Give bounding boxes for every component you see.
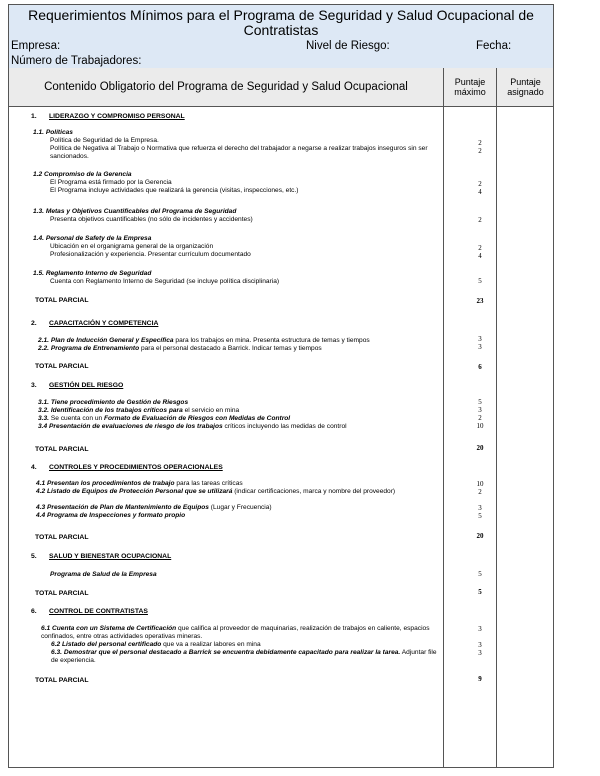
item-line: 3.2. Identificación de los trabajos críticos para el servicio en mina (38, 407, 240, 414)
item-title: 1.2 Compromiso de la Gerencia (33, 171, 132, 178)
section-title: GESTIÓN DEL RIESGO (49, 382, 124, 389)
item-line: 2.2. Programa de Entrenamiento para el personal destacado a Barrick. Indicar temas y tiempos (38, 345, 322, 352)
score-max: 4 (478, 188, 482, 196)
empresa-label: Empresa: (11, 40, 61, 52)
item-line: El Programa está firmado por la Gerencia (50, 179, 172, 186)
form-title: Requerimientos Mínimos para el Programa de Seguridad y Salud Ocupacional de Contratistas (28, 7, 534, 38)
item-line: 4.2 Listado de Equipos de Protección Personal que se utilizará (indicar certificaciones, marca y nombre del proveedor) (36, 488, 396, 495)
item-line: 6.3. Demostrar que el personal destacado a Barrick se encuentra debidamente capacitado para realizar la tarea. Adjuntar file de experiencia. (51, 649, 437, 664)
item-line: 6.1 Cuenta con un Sistema de Certificación que califica al proveedor de maquinarias, realización de trabajos en caliente, espacios confinados, entre otras actividades operativas mineras. (41, 625, 430, 640)
column-header-row (9, 68, 553, 107)
total-parcial-score: 20 (476, 444, 484, 452)
score-max: 3 (478, 625, 482, 633)
item-title: 1.3. Metas y Objetivos Cuantificables del Programa de Seguridad (33, 208, 237, 215)
item-line: Presenta objetivos cuantificables (no sólo de incidentes y accidentes) (50, 216, 253, 223)
total-parcial-score: 20 (476, 532, 484, 540)
section-number: 3. (31, 382, 37, 389)
score-max: 2 (478, 147, 482, 155)
nivel-riesgo-label: Nivel de Riesgo: (306, 40, 390, 52)
total-parcial-label: TOTAL PARCIAL (35, 677, 89, 684)
section-number: 2. (31, 320, 37, 327)
item-line: Programa de Salud de la Empresa (50, 571, 157, 578)
item-line: 3.3. Se cuenta con un Formato de Evaluación de Riesgos con Medidas de Control (38, 415, 291, 422)
score-max: 3 (478, 504, 482, 512)
total-parcial-score: 9 (478, 675, 482, 683)
section-title: LIDERAZGO Y COMPROMISO PERSONAL (49, 113, 185, 120)
item-line: 3.4 Presentación de evaluaciones de riesgo de los trabajos críticos incluyendo las medidas de control (38, 423, 347, 430)
score-max: 5 (478, 398, 482, 406)
total-parcial-label: TOTAL PARCIAL (35, 534, 89, 541)
score-max: 3 (478, 406, 482, 414)
form-page (8, 4, 554, 768)
score-max: 2 (478, 216, 482, 224)
col-puntaje-asignado: Puntaje asignado (496, 68, 554, 106)
score-max: 2 (478, 139, 482, 147)
col-contenido: Contenido Obligatorio del Programa de Seguridad y Salud Ocupacional (44, 81, 408, 93)
item-line: 4.1 Presentan los procedimientos de trabajo para las tareas críticas (36, 480, 243, 487)
score-max: 3 (478, 641, 482, 649)
item-line: Profesionalización y experiencia. Presentar currículum documentado (50, 251, 251, 258)
section-number: 1. (31, 113, 37, 120)
total-parcial-score: 23 (476, 297, 484, 305)
item-line: El Programa incluye actividades que realizará la gerencia (visitas, inspecciones, etc.) (50, 187, 299, 194)
score-max: 10 (476, 480, 484, 488)
col-puntaje-maximo: Puntaje máximo (443, 68, 496, 106)
section-number: 6. (31, 608, 37, 615)
score-max: 5 (478, 512, 482, 520)
total-parcial-score: 6 (478, 363, 482, 371)
item-line: Cuenta con Reglamento Interno de Seguridad (se incluye política disciplinaria) (50, 278, 280, 285)
item-line: 4.3 Presentación de Plan de Mantenimiento de Equipos (Lugar y Frecuencia) (36, 504, 272, 511)
column-divider (496, 107, 497, 767)
score-max: 5 (478, 277, 482, 285)
total-parcial-label: TOTAL PARCIAL (35, 363, 89, 370)
score-max: 3 (478, 335, 482, 343)
item-line: Ubicación en el organigrama general de la organización (50, 243, 214, 250)
total-parcial-score: 5 (478, 588, 482, 596)
score-max: 2 (478, 180, 482, 188)
score-max: 2 (478, 414, 482, 422)
trabajadores-label: Número de Trabajadores: (11, 55, 142, 67)
item-line: 2.1. Plan de Inducción General y Específica para los trabajos en mina. Presenta estructura de temas y tiempos (38, 337, 370, 344)
section-title: CONTROLES Y PROCEDIMIENTOS OPERACIONALES (49, 464, 223, 471)
total-parcial-label: TOTAL PARCIAL (35, 297, 89, 304)
item-line: Política de Negativa al Trabajo o Normativa que refuerza el derecho del trabajador a negarse a realizar trabajos inseguros sin ser sancionados. (50, 145, 428, 160)
score-max: 2 (478, 488, 482, 496)
fecha-label: Fecha: (476, 40, 512, 52)
item-title: 1.5. Reglamento Interno de Seguridad (33, 270, 152, 277)
section-number: 5. (31, 553, 37, 560)
score-max: 10 (476, 422, 484, 430)
item-line: 3.1. Tiene procedimiento de Gestión de Riesgos (38, 399, 189, 406)
score-max: 2 (478, 244, 482, 252)
column-divider (443, 107, 444, 767)
score-max: 3 (478, 343, 482, 351)
score-max: 3 (478, 649, 482, 657)
score-max: 4 (478, 252, 482, 260)
form-header (9, 5, 553, 69)
total-parcial-label: TOTAL PARCIAL (35, 446, 89, 453)
item-line: 6.2 Listado del personal certificado que va a realizar labores en mina (51, 641, 261, 648)
section-title: SALUD Y BIENESTAR OCUPACIONAL (49, 553, 172, 560)
item-line: Política de Seguridad de la Empresa. (50, 137, 159, 144)
total-parcial-label: TOTAL PARCIAL (35, 590, 89, 597)
item-title: 1.1. Políticas (33, 129, 73, 136)
item-title: 1.4. Personal de Safety de la Empresa (33, 235, 152, 242)
item-line: 4.4 Programa de Inspecciones y formato propio (36, 512, 186, 519)
section-title: CONTROL DE CONTRATISTAS (49, 608, 148, 615)
section-number: 4. (31, 464, 37, 471)
score-max: 5 (478, 570, 482, 578)
section-title: CAPACITACIÓN Y COMPETENCIA (49, 320, 159, 327)
